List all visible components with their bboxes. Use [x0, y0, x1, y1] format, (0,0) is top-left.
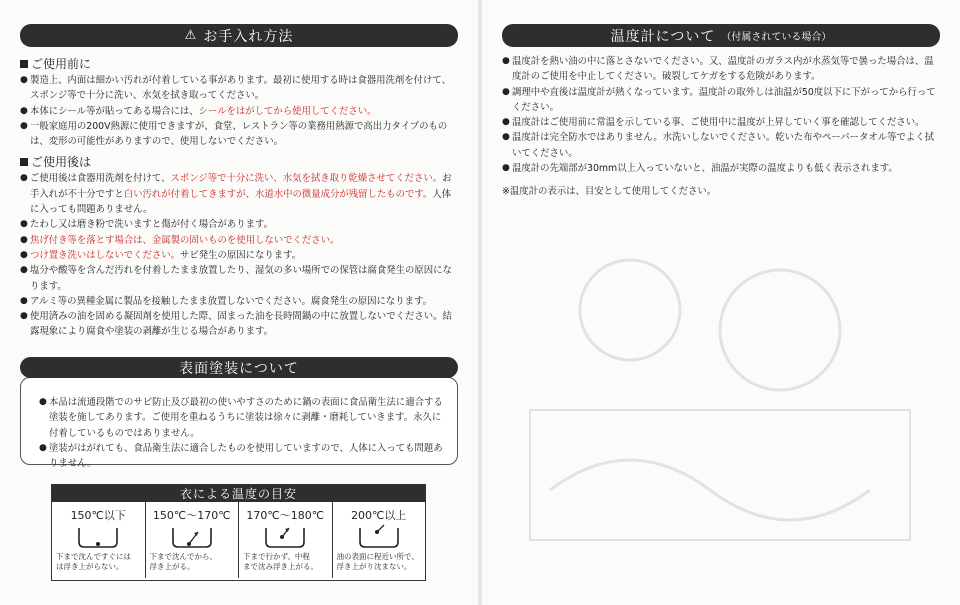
pot-batter-middle-icon: [260, 524, 310, 550]
temp-cell-170-180: [239, 502, 333, 578]
temp-guide-title: 衣による温度の目安: [52, 485, 425, 502]
warning-icon: ⚠: [184, 28, 198, 43]
list-item: ● 調理中や直後は温度計が熱くなっています。温度計の取外しは油温が50度以下に下がってから行ってください。: [502, 85, 942, 116]
square-bullet-icon: [20, 60, 28, 68]
list-item: ● 温度計は完全防水ではありません。水洗いしないでください。乾いた布やペーパータオル等でよく拭いてください。: [502, 130, 942, 161]
list-item: ● 使用済みの油を固める凝固剤を使用した際、固まった油を長時間鍋の中に放置しないでください。結露現象により腐食や塗装の剥離が生じる場合があります。: [20, 309, 460, 340]
temp-label: 200℃以上: [351, 509, 407, 522]
temp-cell-150-170: [146, 502, 240, 578]
list-item: ● 塗装がはがれても、食品衛生法に適合したものを使用していますので、人体に入っても問題ありません。: [39, 441, 449, 472]
pot-batter-float-icon: [354, 524, 404, 550]
list-item: ● ご使用後は食器用洗剤を付けて、スポンジ等で十分に洗い、水気を拭き取り乾燥させてください。お手入れが不十分ですと白い汚れが付着してきますが、水道水中の微量成分が残留したものです。人体に入っても問題ありません。: [20, 171, 460, 217]
list-item: ● つけ置き洗いはしないでください。サビ発生の原因になります。: [20, 248, 460, 263]
section-heading-before-use: ご使用前に: [20, 56, 460, 73]
thermometer-title-bar: [502, 24, 940, 47]
list-item: ● 製造上、内面は細かい汚れが付着している事があります。最初に使用する時は食器用洗剤を付けて、スポンジ等で十分に洗い、水気を拭き取ってください。: [20, 73, 460, 104]
list-item: ● 塩分や酸等を含んだ汚れを付着したまま放置したり、湿気の多い場所での保管は腐食発生の原因になります。: [20, 263, 460, 294]
square-bullet-icon: [20, 158, 28, 166]
thermometer-instructions: [502, 54, 942, 200]
temp-cell-below-150: [52, 502, 146, 578]
thermometer-note: ※温度計の表示は、目安として使用してください。: [502, 186, 717, 198]
section-heading-after-use: ご使用後は: [20, 154, 460, 171]
care-title: お手入れ方法: [203, 28, 294, 45]
list-item: ● 一般家庭用の200V熱源に使用できますが、食堂、レストラン等の業務用熱源で高出力タイプのものは、変形の可能性がありますので、使用しないでください。: [20, 119, 460, 150]
list-item: ● 本体にシール等が貼ってある場合には、シールをはがしてから使用してください。: [20, 104, 460, 119]
coating-text: [39, 395, 449, 471]
care-instructions: [20, 54, 460, 340]
temp-desc: 下まで沈んですぐには は浮き上がらない。: [56, 552, 131, 571]
thermometer-title: 温度計について: [610, 28, 716, 45]
list-item: ● たわし又は磨き粉で洗いますと傷が付く場合があります。: [20, 217, 460, 232]
temp-desc: 下まで行かず、中程 まで沈み浮き上がる。: [243, 552, 318, 571]
pot-batter-sink-icon: [73, 524, 123, 550]
list-item: ● 温度計を熱い油の中に落とさないでください。又、温度計のガラス内が水蒸気等で曇った場合は、温度計のご使用を中止してください。破裂してケガをする危険があります。: [502, 54, 942, 85]
coating-box: [20, 360, 458, 470]
frying-temperature-guide: [51, 484, 426, 581]
temp-cell-above-200: [333, 502, 426, 578]
temp-label: 150℃以下: [70, 509, 126, 522]
coating-title-bar: [20, 357, 458, 378]
list-item: ● 温度計はご使用前に常温を示している事、ご使用中に温度が上昇していく事を確認してください。: [502, 115, 942, 130]
care-title-bar: [20, 24, 458, 47]
temp-label: 150℃〜170℃: [152, 509, 231, 522]
thermometer-title-sub: （付属されている場合）: [721, 32, 832, 43]
coating-title: 表面塗装について: [179, 360, 299, 377]
list-item: ● アルミ等の異種金属に製品を接触したまま放置しないでください。腐食発生の原因になります。: [20, 294, 460, 309]
temp-desc: 油の表面に程近い所で、 浮き上がり沈まない。: [336, 552, 419, 571]
temp-desc: 下まで沈んでから、 浮き上がる。: [149, 552, 217, 571]
list-item: ● 温度計の先端部が30mm以上入っていないと、油温が実際の温度よりも低く表示されます。: [502, 161, 942, 176]
pot-batter-rise-icon: [167, 524, 217, 550]
list-item: ● 焦げ付き等を落とす場合は、金属製の固いものを使用しないでください。: [20, 233, 460, 248]
list-item: ● 本品は流通段階でのサビ防止及び最初の使いやすさのために鍋の表面に食品衛生法に適合する塗装を施してあります。ご使用を重ねるうちに塗装は徐々に剥離・磨耗していきます。永久に付着しているものではありません。: [39, 395, 449, 441]
temp-label: 170℃〜180℃: [246, 509, 325, 522]
background-illustration: [510, 250, 940, 580]
